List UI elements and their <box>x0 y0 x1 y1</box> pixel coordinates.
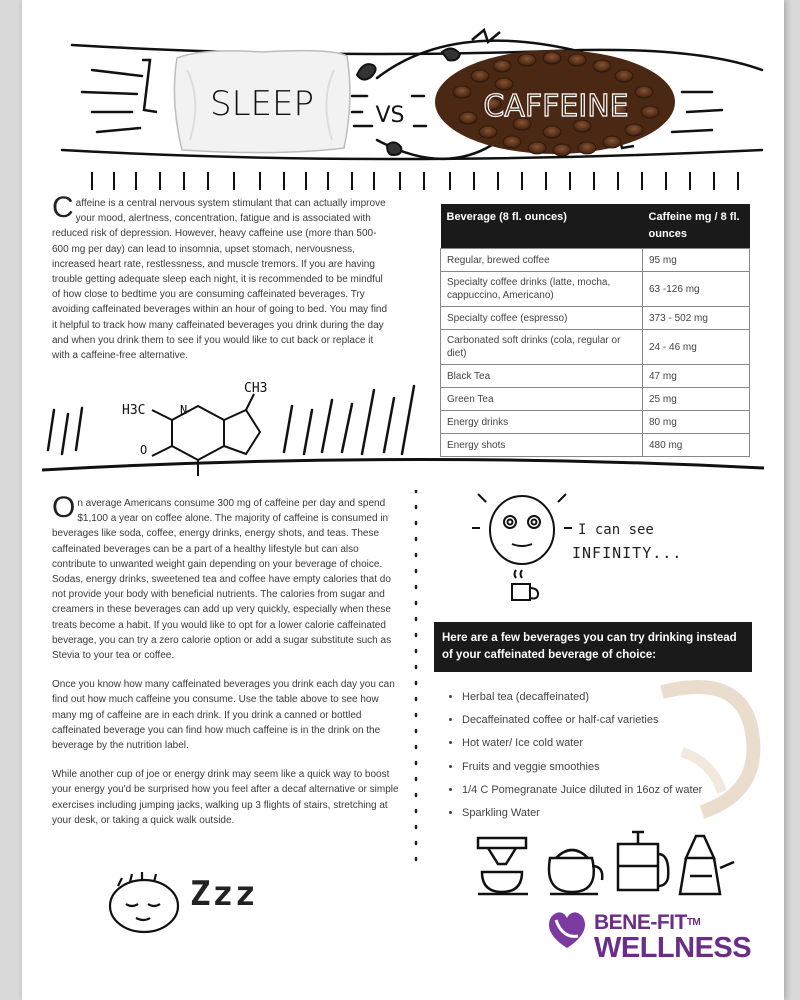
list-item: • Fruits and veggie smoothies <box>462 756 782 779</box>
table-cell-caffeine: 80 mg <box>643 411 750 434</box>
title-caffeine: CAFFEINE <box>483 89 629 124</box>
list-item: • Herbal tea (decaffeinated) <box>462 686 782 709</box>
table-cell-caffeine: 47 mg <box>643 365 750 388</box>
table-row <box>441 365 750 388</box>
table-cell-beverage: Black Tea <box>441 365 643 388</box>
logo-line1: BENE-FIT <box>594 911 687 934</box>
body-paragraph-1 <box>52 491 402 663</box>
table-row <box>441 411 750 434</box>
table-cell-caffeine: 63 -126 mg <box>643 272 750 307</box>
table-cell-beverage: Energy drinks <box>441 411 643 434</box>
title-sleep: SLEEP <box>210 84 314 124</box>
table-cell-beverage: Carbonated soft drinks (cola, regular or diet) <box>441 330 643 365</box>
table-cell-caffeine: 480 mg <box>643 434 750 457</box>
table-row <box>441 330 750 365</box>
sleep-zzz: Zzz <box>190 874 258 914</box>
bene-fit-wellness-logo <box>594 912 751 962</box>
table-cell-caffeine: 24 - 46 mg <box>643 330 750 365</box>
table-header-caffeine: Caffeine mg / 8 fl. ounces <box>643 204 750 249</box>
table-header-beverage: Beverage (8 fl. ounces) <box>441 204 643 249</box>
table-row <box>441 307 750 330</box>
doodle-text-line1: I can see <box>578 522 654 538</box>
table-cell-beverage: Specialty coffee (espresso) <box>441 307 643 330</box>
header-tick-row <box>92 172 738 190</box>
intro-text: affeine is a central nervous system stimulant that can actually improve your mood, alertness, concentration, fatigue and is associated with reduced risk of depression. However, heavy caffeine use (more than 500-600 mg per day) can lead to insomnia, upset stomach, nervousness, increased heart rate, restlessness, and muscle tremors. If you are having trouble getting adequate sleep each night, it is recommended to be mindful of how close to bedtime you are consuming caffeinated beverages. Try avoiding caffeinated beverages within an hour of going to bed. You may find it helpful to track how many caffeinated beverages you drink during the day and when you drink them to see if you would like to cut back or replace it with a caffeine-free alternative. <box>52 198 388 362</box>
body-text <box>52 491 402 842</box>
table-cell-caffeine: 95 mg <box>643 249 750 272</box>
intro-dropcap: C <box>52 191 74 224</box>
table-cell-beverage: Specialty coffee drinks (latte, mocha, cappuccino, Americano) <box>441 272 643 307</box>
body-paragraph-3: While another cup of joe or energy drink may seem like a quick way to boost your energy you'd be surprised how you feel after a decaf alternative or simple exercises including jumping jacks, walking up 3 flights of stairs, stretching at your desk, or taking a quick walk outside. <box>52 769 399 826</box>
header-illustration <box>22 0 784 200</box>
molecule-ch3-label: CH3 <box>244 381 268 396</box>
body-dropcap: O <box>52 491 76 524</box>
caffeine-table <box>440 204 750 457</box>
table-row <box>441 249 750 272</box>
molecule-h3c-label: H3C <box>122 403 146 418</box>
sleeping-face-doodle <box>102 870 192 940</box>
logo-tm: TM <box>686 917 701 928</box>
coffee-makers-doodle <box>468 828 758 900</box>
table-cell-beverage: Energy shots <box>441 434 643 457</box>
body-paragraph-1-text: n average Americans consume 300 mg of caffeine per day and spend $1,100 a year on coffee alone. The majority of caffeine is consumed in beverages like soda, coffee, energy drinks, energy shots, and teas. These caffeinated beverages can be a part of a healthy lifestyle but can also contribute to unwanted weight gain depending on your beverage of choice. Sodas, energy drinks, sweetened tea and coffee have empty calories that do not provide your body with beneficial nutrients. The calories from sugar and creamers in these beverages can add up very quickly, especially when these treats become a habit. If you would like to opt for a lower calorie caffeinated beverage, you can try a zero calorie option or add a sugar substitute such as Stevia to your tea or coffee. <box>52 498 392 662</box>
table-header-row <box>441 204 750 249</box>
page <box>22 0 784 1000</box>
list-item: • Sparkling Water <box>462 802 782 825</box>
title-vs: VS <box>375 103 405 128</box>
bene-fit-heart-icon <box>544 906 590 952</box>
table-cell-caffeine: 373 - 502 mg <box>643 307 750 330</box>
intro-paragraph <box>52 191 392 363</box>
table-cell-caffeine: 25 mg <box>643 388 750 411</box>
logo-line2: WELLNESS <box>594 932 752 964</box>
table-cell-beverage: Green Tea <box>441 388 643 411</box>
list-item: • Decaffeinated coffee or half-caf varieties <box>462 709 782 732</box>
alternatives-heading: Here are a few beverages you can try drinking instead of your caffeinated beverage of choice: <box>434 622 752 672</box>
dotted-column-divider <box>408 490 428 870</box>
list-item: • 1/4 C Pomegranate Juice diluted in 16oz of water <box>462 779 782 802</box>
molecule-o-label: O <box>140 443 148 457</box>
alternatives-list <box>440 686 782 825</box>
table-row <box>441 388 750 411</box>
table-cell-beverage: Regular, brewed coffee <box>441 249 643 272</box>
body-paragraph-2: Once you know how many caffeinated beverages you drink each day you can find out how much caffeine you consume. Use the table above to see how many mg of caffeine are in each drink. If you drink a canned or bottled caffeinated beverage you can find how much caffeine is in the drink on the beverage by the nutrition label. <box>52 679 395 752</box>
table-row <box>441 272 750 307</box>
list-item: • Hot water/ Ice cold water <box>462 732 782 755</box>
molecule-n-label: N <box>180 403 188 417</box>
table-row <box>441 434 750 457</box>
doodle-text-line2: INFINITY... <box>572 544 683 562</box>
